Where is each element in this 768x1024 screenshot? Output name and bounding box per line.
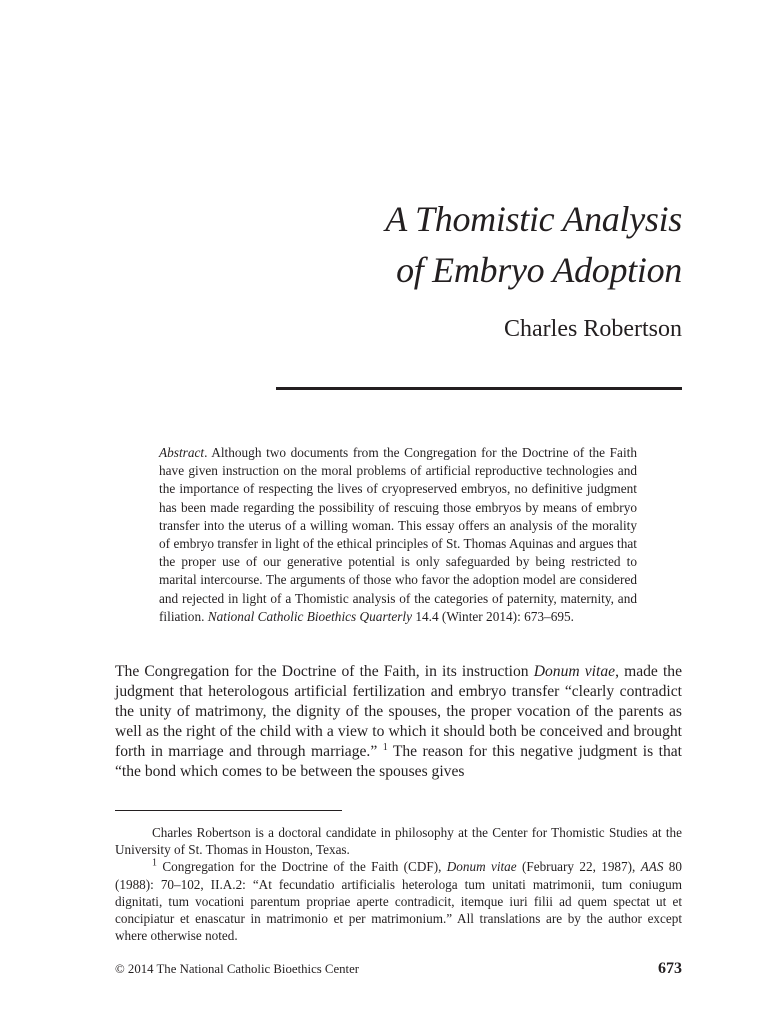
footnote-1-title: Donum vitae	[446, 859, 517, 875]
abstract-text: . Although two documents from the Congregation for the Doctrine of the Faith have given instruction on the moral problems of artificial reproductive technologies and the importance of respecting the lives of cryopreserved embryos, no definitive judgment has been made regarding the possibility of rescuing those embryos by means of embryo transfer into the uterus of a willing woman. This essay offers an analysis of the morality of embryo transfer in light of the ethical principles of St. Thomas Aquinas and argues that the proper use of our generative potential is only safeguarded by being restricted to marital intercourse. The arguments of those who favor the adoption model are considered and rejected in light of a Thomistic analysis of the categories of paternity, maternity, and filiation.	[159, 445, 637, 624]
body-paragraph	[115, 662, 682, 782]
author-name: Charles Robertson	[504, 316, 682, 342]
footnote-ref-1[interactable]: 1	[382, 741, 388, 753]
footnote-1-journal: AAS	[640, 859, 664, 875]
body-text-end: The reason for this negative judgment is that “the bond which comes to be between the spouses gives	[115, 743, 682, 780]
title-line-2: of Embryo Adoption	[396, 250, 682, 290]
author-note: Charles Robertson is a doctoral candidate in philosophy at the Center for Thomistic Studies at the University of St. Thomas in Houston, Texas.	[115, 825, 682, 858]
title-divider	[276, 387, 682, 390]
abstract-journal: National Catholic Bioethics Quarterly	[207, 608, 412, 624]
body-text-start: The Congregation for the Doctrine of the Faith, in its instruction	[115, 663, 534, 680]
page-footer	[115, 960, 682, 982]
footnote-1-text-c: 80 (1988): 70–102, II.A.2: “At fecundatio artificialis heterologa tum unitati matrimonii, tum coniugum dignitati, tum vocationi parentum propriae aperte contradicit, itemque iuri filii ad quem spectat ut et concipiatur et enascatur in matrimonio et per matrimonium.” All translations are by the author except where otherwise noted.	[115, 859, 682, 944]
abstract-label: Abstract	[159, 445, 205, 460]
body-document-title: Donum vitae	[533, 663, 616, 680]
title-line-1: A Thomistic Analysis	[385, 199, 682, 239]
footnote-divider	[115, 810, 342, 811]
page-number: 673	[658, 960, 682, 977]
abstract	[159, 444, 637, 626]
footnote-1-marker: 1	[152, 858, 157, 870]
footnote-1-text-b: (February 22, 1987),	[516, 859, 641, 875]
copyright-notice: © 2014 The National Catholic Bioethics Center	[115, 962, 360, 976]
footnote-1	[115, 858, 682, 944]
article-title	[162, 194, 682, 296]
abstract-citation: 14.4 (Winter 2014): 673–695.	[412, 608, 574, 624]
body-text-middle: , made the judgment that heterologous artificial fertilization and embryo transfer “clearly contradict the unity of matrimony, the dignity of the spouses, the proper vocation of the parents as well as the right of the child with a view to which it should both be conceived and brought forth in marriage and through marriage.”	[115, 663, 683, 760]
footnote-1-text-a: Congregation for the Doctrine of the Faith (CDF),	[157, 859, 447, 875]
footnotes	[115, 824, 682, 944]
